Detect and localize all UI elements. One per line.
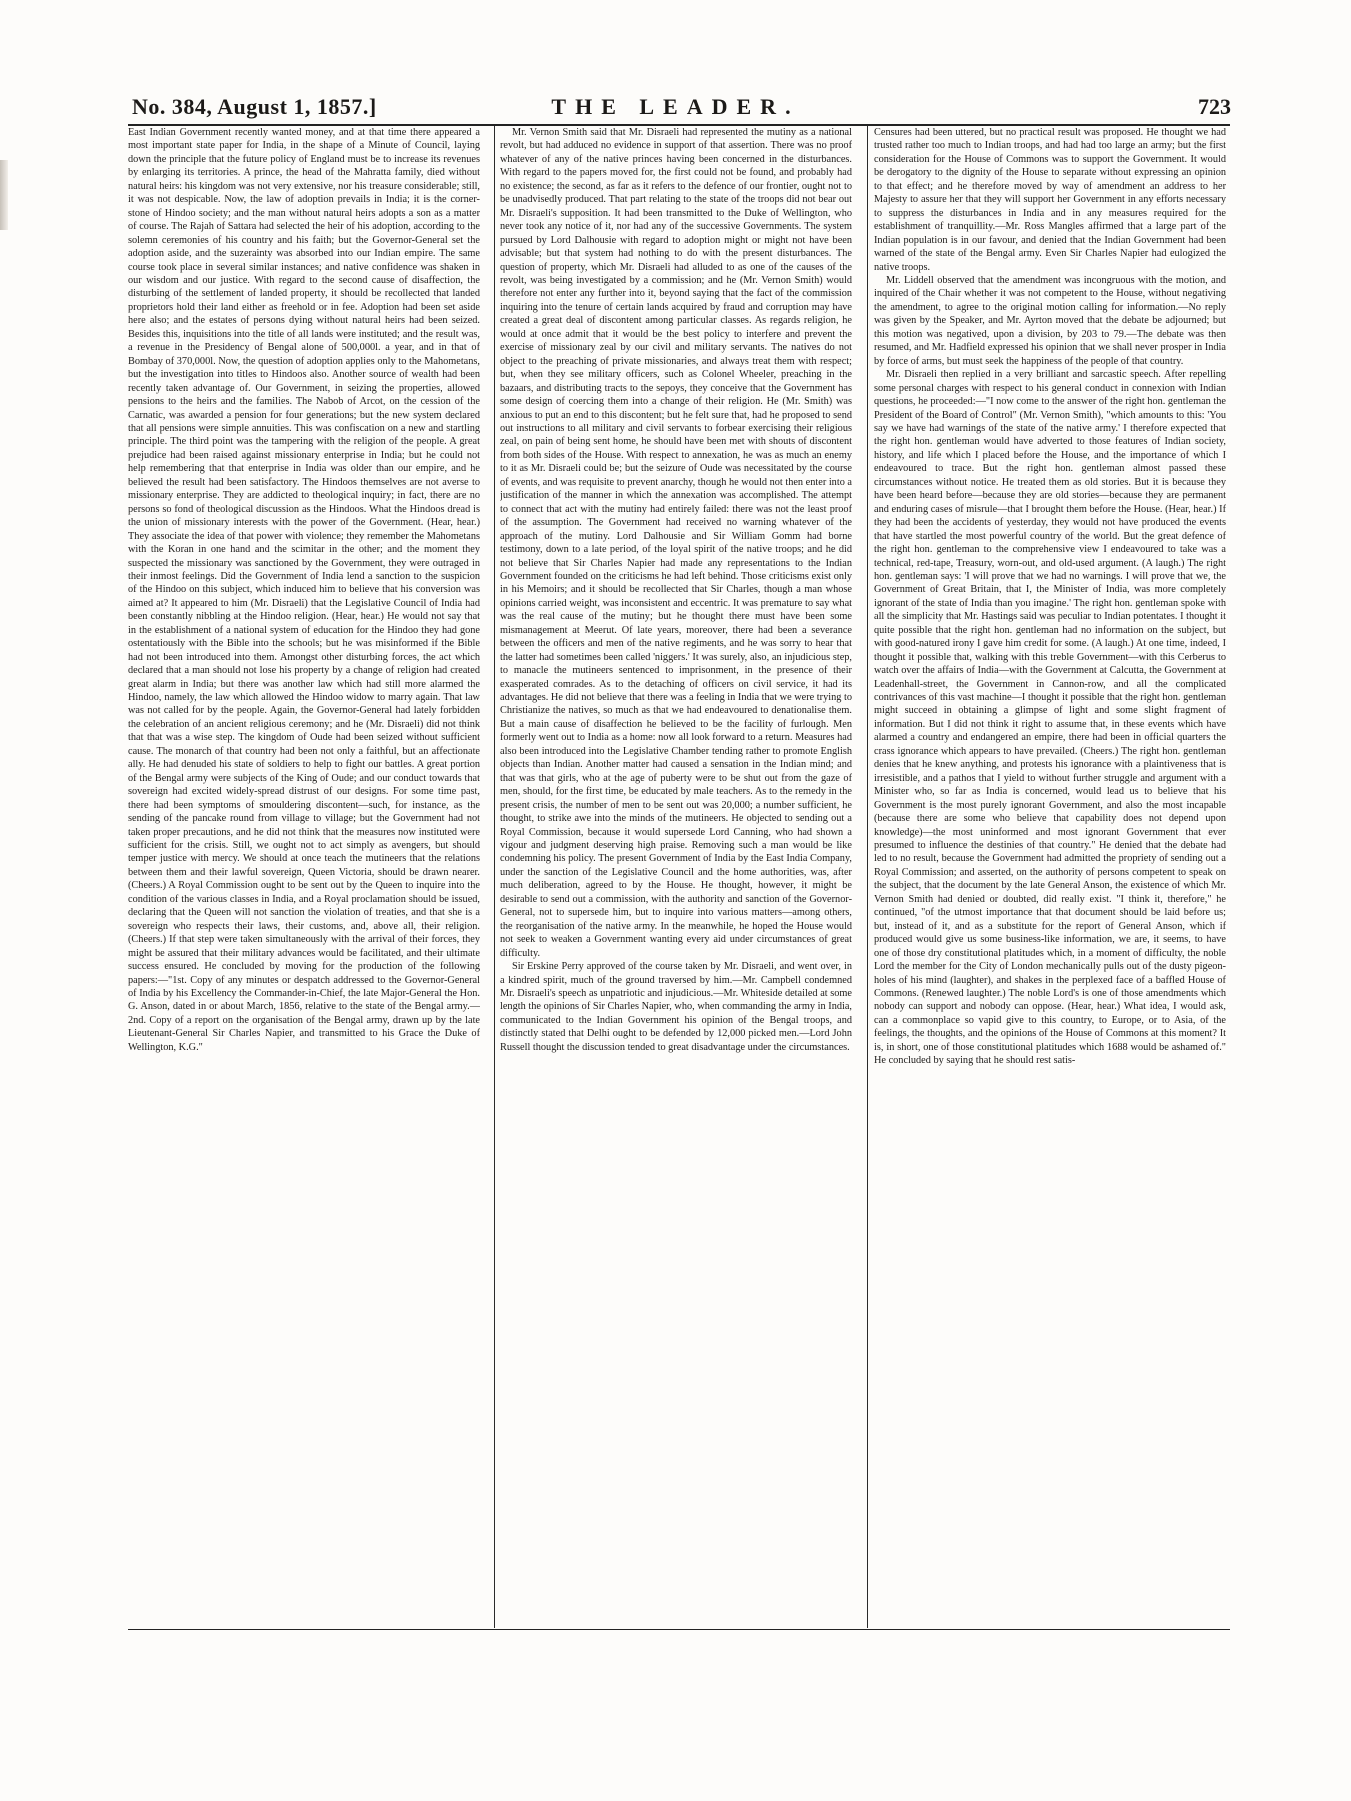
column-3	[874, 126, 1226, 1628]
paragraph: Censures had been uttered, but no practical result was proposed. He thought we had trusted rather too much to Indian troops, and had had too large an army; but the first consideration for the House of Commons was to support the Government. It would be derogatory to the dignity of the House to separate without expressing an opinion to that effect; and he therefore moved by way of amendment an address to her Majesty to assure her that they will support her Government in any efforts necessary to suppress the disturbances in India and in any measures required for the establishment of tranquillity.—Mr. Ross Mangles affirmed that a large part of the Indian population is in our favour, and denied that the Indian Government had been warned of the state of the Bengal army. Even Sir Charles Napier had eulogized the native troops.	[874, 127, 1226, 273]
page-number: 723	[1198, 94, 1231, 119]
binding-edge-mark	[0, 160, 8, 230]
paragraph: Mr. Liddell observed that the amendment was incongruous with the motion, and inquired of the Chair whether it was not competent to the House, without negativing the amendment, to agree to the original motion calling for information.—No reply was given by the Speaker, and Mr. Ayrton moved that the debate be adjourned; but this motion was negatived, upon a division, by 203 to 79.—The debate was then resumed, and Mr. Hadfield expressed his opinion that we shall never prosper in India by force of arms, but must seek the happiness of the people of that country.	[874, 274, 1226, 367]
footer-rule	[128, 1629, 1230, 1630]
paragraph: Mr. Disraeli then replied in a very brilliant and sarcastic speech. After repelling some personal charges with respect to his general conduct in connexion with Indian questions, he proceeded:—"I now come to the answer of the right hon. gentleman the President of the Board of Control" (Mr. Vernon Smith), "which amounts to this: 'You say we have had warnings of the state of the native army.' I therefore expected that the right hon. gentleman would have adverted to those features of Indian society, history, and life which I placed before the House, and the importance of which I endeavoured to trace. But the right hon. gentleman almost passed these circumstances without notice. He treated them as old stories. But it is because they have been heard before—because they are old stories—because they are permanent and enduring cases of misrule—that I brought them before the House. (Hear, hear.) If they had been the accidents of yesterday, they would not have produced the events that have startled the most powerful country of the world. But the great defence of the right hon. gentleman to the comprehensive view I endeavoured to take was a technical, red-tape, Treasury, worn-out, and old-used argument. (A laugh.) The right hon. gentleman says: 'I will prove that we had no warnings. I will prove that we, the Government of Great Britain, that I, the Minister of India, was more completely ignorant of the state of India than you imagine.' The right hon. gentleman spoke with all the simplicity that Mr. Hastings said was peculiar to Indian potentates. I thought it quite possible that the right hon. gentleman had no information on the subject, but with good-natured irony I gave him credit for some. (A laugh.) At one time, indeed, I thought it possible that, walking with this treble Government—with this Cerberus to watch over the affairs of India—with the Government at Calcutta, the Government at Leadenhall-street, the Government in Cannon-row, and all the complicated contrivances of this vast machine—I thought it possible that the right hon. gentleman might succeed in obtaining a glimpse of light and some slight fragment of information. But I did not think it right to assume that, in these events which have alarmed a country and endangered an empire, there had been in official quarters the crass ignorance which appears to have prevailed. (Cheers.) The right hon. gentleman denies that he knew anything, and protests his ignorance with a plaintiveness that is irresistible, and a pathos that I yield to without further struggle and argument with a Minister who, so far as India is concerned, would lead us to believe that his Government is the most purely ignorant Government, and also the most incapable (because there are some who believe that capability does not depend upon knowledge)—the most uninformed and most ignorant Government that ever presumed to influence the destinies of that country." He denied that the debate had led to no result, because the Government had admitted the propriety of sending out a Royal Commission; and asserted, on the authority of persons competent to speak on the subject, that the document by the late General Anson, the existence of which Mr. Vernon Smith had denied or doubted, did really exist. "I think it, therefore," he continued, "of the utmost importance that that document should be laid before us; but, instead of it, and as a substitute for the report of General Anson, which if produced would give us some business-like information, we are, it seems, to have one of those dry constitutional platitudes which, in a moment of difficulty, the noble Lord the member for the City of London mechanically pulls out of the dusty pigeon-holes of his mind (laughter), and shakes in the perplexed face of a baffled House of Commons. (Renewed laughter.) The noble Lord's is one of those amendments which nobody can support and nobody can oppose. (Hear, hear.) What idea, I would ask, can a commonplace so vapid give to this country, to Europe, or to Asia, of the feelings, the thoughts, and the opinions of the House of Commons at this moment? It is, in short, one of those constitutional platitudes which 1688 would be ashamed of." He concluded by saying that he should rest satis-	[874, 369, 1226, 1067]
column-divider	[494, 126, 495, 1628]
issue-date: No. 384, August 1, 1857.]	[132, 94, 377, 119]
column-divider	[867, 126, 868, 1628]
paragraph: Sir Erskine Perry approved of the course taken by Mr. Disraeli, and went over, in a kindred spirit, much of the ground traversed by him.—Mr. Campbell condemned Mr. Disraeli's speech as unpatriotic and injudicious.—Mr. Whiteside detailed at some length the opinions of Sir Charles Napier, who, when commanding the army in India, communicated to the Indian Government his opinion of the Bengal troops, and distinctly stated that Delhi ought to be defended by 12,000 picked men.—Lord John Russell thought the discussion tended to great disadvantage under the circumstances.	[500, 961, 852, 1053]
column-1	[128, 126, 480, 1628]
newspaper-title: THE LEADER.	[551, 94, 800, 119]
paragraph: Mr. Vernon Smith said that Mr. Disraeli had represented the mutiny as a national revolt, but had adduced no evidence in support of that assertion. There was no proof whatever of any of the native princes having been concerned in the disturbances. With regard to the papers moved for, the first could not be found, and probably had no existence; the second, as far as it refers to the defence of our frontier, ought not to be unadvisedly produced. That part relating to the state of the troops did not bear out Mr. Disraeli's supposition. It had been transmitted to the Duke of Wellington, who never took any notice of it, nor had any of the successive Governments. The system pursued by Lord Dalhousie with regard to adoption might or might not have been advisable; but that system had nothing to do with the present disturbances. The question of property, which Mr. Disraeli had alluded to as one of the causes of the revolt, was being investigated by a commission; and he (Mr. Vernon Smith) would therefore not enter any further into it, beyond saying that the fact of the commission inquiring into the tenure of certain lands acquired by fraud and corruption may have created a great deal of discontent among particular classes. As regards religion, he would at once admit that it would be the best policy to interfere and prevent the exercise of missionary zeal by our civil and military servants. The natives do not object to the preaching of private missionaries, and always treat them with respect; but, when they see military officers, such as Colonel Wheeler, preaching in the bazaars, and distributing tracts to the sepoys, they conceive that the Government has some design of coercing them into a change of their religion. He (Mr. Smith) was anxious to put an end to this discontent; but he felt sure that, had he proposed to send out instructions to all military and civil servants to forbear exercising their religious zeal, on pain of being sent home, he should have been met with shouts of discontent from both sides of the House. With respect to annexation, he was as much an enemy to it as Mr. Disraeli could be; but the seizure of Oude was necessitated by the course of events, and was requisite to prevent anarchy, though he would not then enter into a justification of the manner in which the annexation was accomplished. The attempt to connect that act with the mutiny had entirely failed: there was not the least proof of the assumption. The Government had received no warning whatever of the approach of the mutiny. Lord Dalhousie and Sir William Gomm had borne testimony, down to a late period, of the loyal spirit of the native troops; and he did not believe that Sir Charles Napier had made any representations to the Indian Government founded on the criticisms he had left behind. Those criticisms exist only in his Memoirs; and it should be recollected that Sir Charles, though a man whose opinions carried weight, was inconsistent and eccentric. It was premature to say what was the real cause of the mutiny; but he thought there must have been some mismanagement at Meerut. Of late years, moreover, there had been a severance between the officers and men of the native regiments, and he was sorry to hear that the latter had sometimes been called 'niggers.' It was surely, also, an injudicious step, to manacle the mutineers sentenced to imprisonment, in the presence of their exasperated comrades. As to the detaching of officers on civil service, it had its advantages. He did not believe that there was a feeling in India that we were trying to Christianize the natives, so much as that we had endeavoured to denationalise them. But a main cause of disaffection he believed to be the facility of furlough. Men formerly went out to India as a home: now all look forward to a return. Measures had also been introduced into the Legislative Chamber tending rather to promote English objects than Indian. Another matter had caused a sensation in the Indian mind; and that was that girls, who at the age of puberty were to be shut out from the gaze of men, should, for the first time, be educated by male teachers. As to the remedy in the present crisis, the number of men to be sent out was 20,000; a number sufficient, he thought, to strike awe into the minds of the mutineers. He objected to sending out a Royal Commission, because it would supersede Lord Canning, who had shown a vigour and judgment deserving high praise. Removing such a man would be like condemning his policy. The present Government of India by the East India Company, under the sanction of the Legislative Council and the home authorities, was, after much deliberation, agreed to by the House. He thought, however, it might be desirable to send out a commission, with the authority and sanction of the Governor-General, not to supersede him, but to inquire into various matters—among others, the reorganisation of the native army. In the meanwhile, he hoped the House would not seek to weaken a Government wanting every aid under circumstances of great difficulty.	[500, 127, 852, 959]
page-header	[118, 94, 1233, 120]
paragraph: East Indian Government recently wanted money, and at that time there appeared a most important state paper for India, in the shape of a Minute of Council, laying down the principle that the future policy of England must be to increase its revenues by enlarging its territories. A prince, the head of the Mahratta family, died without natural heirs: his kingdom was not very extensive, nor his treasure considerable; still, it was not despicable. Now, the law of adoption prevails in India; it is the corner-stone of Hindoo society; and the man without natural heirs adopts a son as a matter of course. The Rajah of Sattara had selected the heir of his adoption, according to the solemn ceremonies of his country and his faith; but the Governor-General set the adoption aside, and the suzerainty was absorbed into our Indian empire. The same course took place in several similar instances; and native confidence was shaken in our wisdom and our justice. With regard to the second cause of disaffection, the disturbing of the settlement of landed property, it should be recollected that landed proprietors hold their land either as freehold or in fee. Adoption had been set aside here also; and the estates of persons dying without natural heirs had been seized. Besides this, inquisitions into the title of all lands were instituted; and the result was, a revenue in the Presidency of Bengal alone of 500,000l. a year, and in that of Bombay of 370,000l. Now, the question of adoption applies only to the Mahometans, but the investigation into titles to Hindoos also. Another source of wealth had been recently taken advantage of. Our Government, in seizing the properties, allowed pensions to the heirs and the families. The Nabob of Arcot, on the cession of the Carnatic, was awarded a pension for four generations; but the new system declared that all pensions were simple annuities. This was confiscation on a new and startling principle. The third point was the tampering with the religion of the people. A great prejudice had been raised against missionary enterprise in India; but he could not help remembering that that enterprise in India was older than our empire, and he believed the result had been satisfactory. The Hindoos themselves are not averse to missionary enterprise. They are addicted to theological inquiry; in fact, there are no persons so fond of theological discussion as the Hindoos. What the Hindoos dread is the union of missionary interests with the power of the Government. (Hear, hear.) They associate the idea of that power with violence; they remember the Mahometans with the Koran in one hand and the scimitar in the other; and the moment they suspected the missionary was sanctioned by the Government, they were outraged in their inmost feelings. Did the Government of India lend a sanction to the suspicion of the Hindoo on this subject, which induced him to believe that his conversion was aimed at? It appeared to him (Mr. Disraeli) that the Legislative Council of India had been constantly nibbling at the Hindoo religion. (Hear, hear.) He would not say that in the establishment of a national system of education for the Hindoo they had gone ostentatiously with the Bible into the schools; but he was misinformed if the Bible had not been introduced into them. Amongst other disturbing forces, the act which declared that a man should not lose his property by a change of religion had created great alarm in India; but there was another law which had still more alarmed the Hindoo, namely, the law which allowed the Hindoo widow to marry again. That law was not called for by the people. Again, the Governor-General had lately forbidden the celebration of an ancient religious ceremony; and he (Mr. Disraeli) did not think that that was a wise step. The kingdom of Oude had been seized without sufficient cause. The monarch of that country had been not only a faithful, but an affectionate ally. He had denuded his state of soldiers to help to fight our battles. A great portion of the Bengal army were subjects of the King of Oude; and our conduct towards that sovereign had excited widely-spread distrust of our designs. For some time past, there had been symptoms of smouldering discontent—such, for instance, as the sending of the pancake round from village to village; but the Government had not taken proper precautions, and he did not think that the measures now instituted were sufficient for the crisis. Still, we ought not to act simply as avengers, but should temper justice with mercy. We should at once teach the mutineers that the relations between them and their lawful sovereign, Queen Victoria, should be drawn nearer. (Cheers.) A Royal Commission ought to be sent out by the Queen to inquire into the condition of the various classes in India, and a Royal proclamation should be issued, declaring that the Queen will not sanction the violation of treaties, and that she is a sovereign who respects their laws, their customs, and, above all, their religion. (Cheers.) If that step were taken simultaneously with the arrival of their forces, they might be assured that their military advances would be facilitated, and their ultimate success ensured. He concluded by moving for the production of the following papers:—"1st. Copy of any minutes or despatch addressed to the Governor-General of India by his Excellency the Commander-in-Chief, the late Major-General the Hon. G. Anson, dated in or about March, 1856, relative to the state of the Bengal army.—2nd. Copy of a report on the organisation of the Bengal army, drawn up by the late Lieutenant-General Sir Charles Napier, and transmitted to his Grace the Duke of Wellington, K.G."	[128, 127, 480, 1053]
column-2	[500, 126, 852, 1628]
